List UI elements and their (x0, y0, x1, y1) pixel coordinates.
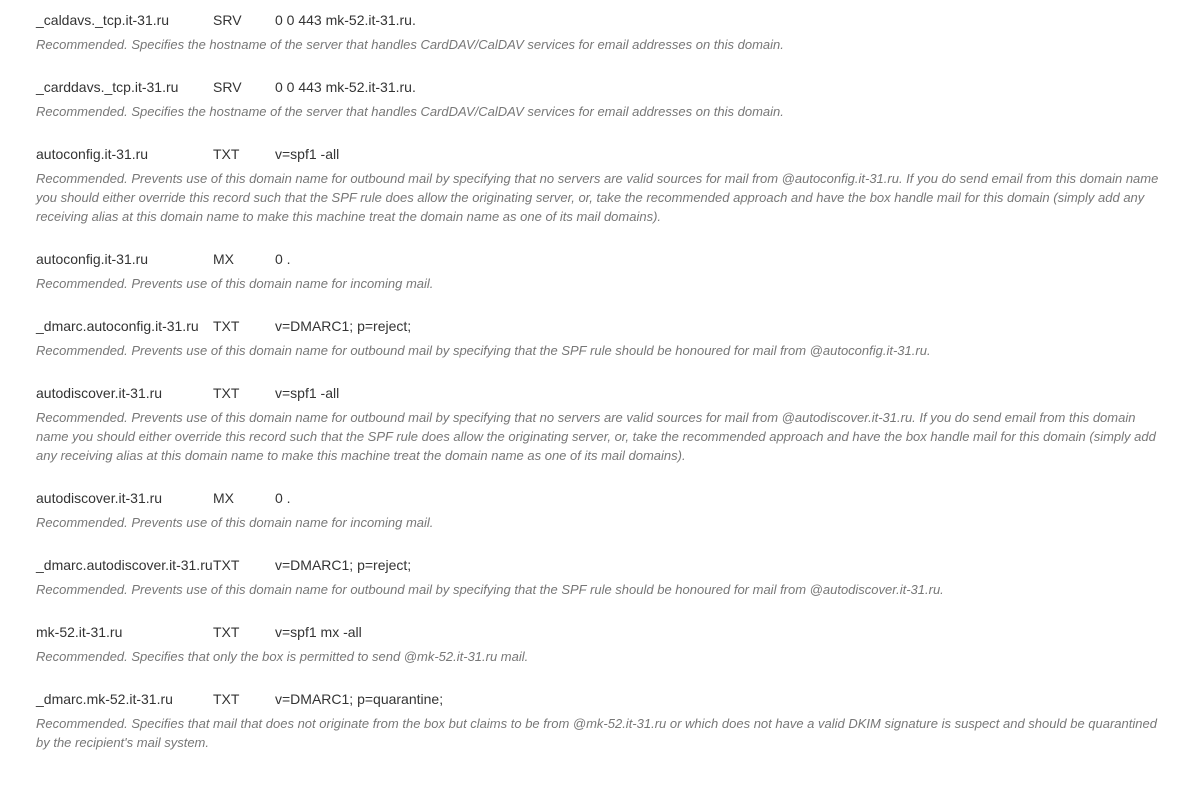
record-qname: autodiscover.it-31.ru (36, 490, 163, 506)
record-type: SRV (213, 12, 242, 28)
dns-record (36, 488, 1161, 532)
record-explanation: Recommended. Specifies the hostname of the server that handles CardDAV/CalDAV services for email addresses on this domain. (36, 104, 784, 119)
dns-record-row (36, 555, 1161, 575)
dns-record (36, 689, 1161, 752)
record-type: TXT (213, 385, 240, 401)
dns-record (36, 622, 1161, 666)
record-type: TXT (213, 557, 240, 573)
record-value: 0 . (275, 251, 291, 267)
record-type: TXT (213, 318, 240, 334)
record-type: TXT (213, 146, 240, 162)
record-qname: _dmarc.mk-52.it-31.ru (36, 691, 173, 707)
dns-record-row (36, 316, 1161, 336)
dns-record-row (36, 689, 1161, 709)
record-type: MX (213, 251, 234, 267)
record-value: v=DMARC1; p=reject; (275, 318, 412, 334)
record-type: SRV (213, 79, 242, 95)
record-explanation: Recommended. Prevents use of this domain name for outbound mail by specifying that the SPF rule should be honoured for mail from @autoconfig.it-31.ru. (36, 343, 931, 358)
record-type: TXT (213, 624, 240, 640)
record-explanation: Recommended. Prevents use of this domain name for incoming mail. (36, 276, 434, 291)
record-explanation: Recommended. Prevents use of this domain name for incoming mail. (36, 515, 434, 530)
record-qname: _dmarc.autoconfig.it-31.ru (36, 318, 199, 334)
record-qname: _dmarc.autodiscover.it-31.ru (36, 557, 213, 573)
record-type: MX (213, 490, 234, 506)
record-value: 0 0 443 mk-52.it-31.ru. (275, 79, 416, 95)
dns-record (36, 77, 1161, 121)
dns-record (36, 10, 1161, 54)
dns-record (36, 383, 1161, 465)
record-explanation: Recommended. Prevents use of this domain name for outbound mail by specifying that no servers are valid sources for mail from @autoconfig.it-31.ru. If you do send email from this domain name you should either override this record such that the SPF rule does allow the originating server, or, take the recommended approach and have the box handle mail for this domain (simply add any receiving alias at this domain name to make this machine treat the domain name as one of its mail domains). (36, 171, 1159, 224)
record-explanation: Recommended. Specifies that only the box is permitted to send @mk-52.it-31.ru mail. (36, 649, 529, 664)
dns-record (36, 555, 1161, 599)
record-qname: autoconfig.it-31.ru (36, 146, 149, 162)
dns-record-row (36, 77, 1161, 97)
record-value: v=spf1 -all (275, 146, 340, 162)
dns-record (36, 249, 1161, 293)
record-value: v=spf1 mx -all (275, 624, 362, 640)
dns-record-row (36, 488, 1161, 508)
dns-record-row (36, 10, 1161, 30)
record-type: TXT (213, 691, 240, 707)
dns-records-list (36, 10, 1161, 775)
dns-record-row (36, 622, 1161, 642)
dns-record-row (36, 383, 1161, 403)
record-value: v=spf1 -all (275, 385, 340, 401)
dns-record-row (36, 144, 1161, 164)
record-explanation: Recommended. Specifies the hostname of the server that handles CardDAV/CalDAV services for email addresses on this domain. (36, 37, 784, 52)
record-qname: autodiscover.it-31.ru (36, 385, 163, 401)
record-qname: _caldavs._tcp.it-31.ru (36, 12, 170, 28)
record-value: 0 . (275, 490, 291, 506)
dns-record (36, 316, 1161, 360)
dns-record-row (36, 249, 1161, 269)
record-qname: mk-52.it-31.ru (36, 624, 123, 640)
record-value: v=DMARC1; p=quarantine; (275, 691, 444, 707)
record-value: v=DMARC1; p=reject; (275, 557, 412, 573)
dns-record (36, 144, 1161, 226)
record-qname: autoconfig.it-31.ru (36, 251, 149, 267)
record-explanation: Recommended. Specifies that mail that does not originate from the box but claims to be from @mk-52.it-31.ru or which does not have a valid DKIM signature is suspect and should be quarantined by the recipient's mail system. (36, 716, 1157, 750)
record-value: 0 0 443 mk-52.it-31.ru. (275, 12, 416, 28)
record-explanation: Recommended. Prevents use of this domain name for outbound mail by specifying that the SPF rule should be honoured for mail from @autodiscover.it-31.ru. (36, 582, 944, 597)
record-explanation: Recommended. Prevents use of this domain name for outbound mail by specifying that no servers are valid sources for mail from @autodiscover.it-31.ru. If you do send email from this domain name you should either override this record such that the SPF rule does allow the originating server, or, take the recommended approach and have the box handle mail for this domain (simply add any receiving alias at this domain name to make this machine treat the domain name as one of its mail domains). (36, 410, 1156, 463)
record-qname: _carddavs._tcp.it-31.ru (36, 79, 179, 95)
